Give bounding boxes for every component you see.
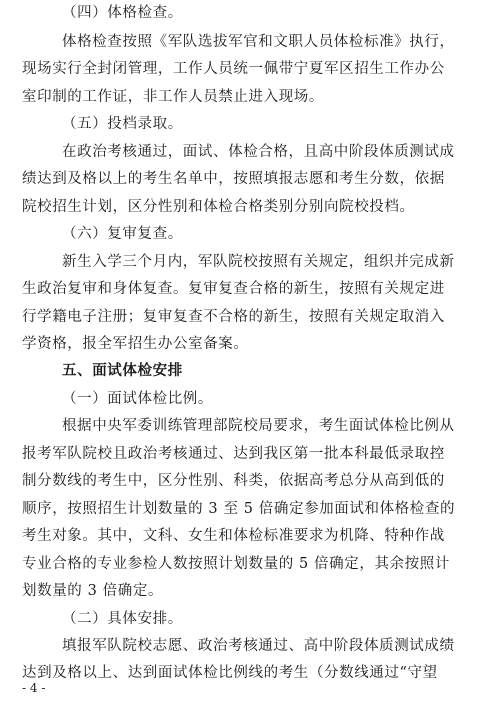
body-text-line: 新生入学三个月内，军队院校按照有关规定，组织并完成新 [62,254,455,270]
subheading-arrangement: （二）具体安排。 [62,611,183,627]
body-text-line: 专业合格的专业参检人数按照计划数量的 5 倍确定，其余按照计 [22,556,450,572]
body-text-line: 生政治复审和身体复查。复审复查合格的新生，按照有关规定进 [22,281,445,297]
body-text-line: 体格检查按照《军队选拔军官和文职人员体检标准》执行， [62,34,455,50]
body-text-line: 室印制的工作证，非工作人员禁止进入现场。 [22,89,324,105]
body-text-line: 行学籍电子注册；复审复查不合格的新生，按照有关规定取消入 [22,309,445,325]
body-text-line: 达到及格以上、达到面试体检比例线的考生（分数线通过“守望 [22,665,438,681]
body-text-line: 现场实行全封闭管理，工作人员统一佩带宁夏军区招生工作办公 [22,61,445,77]
subheading-review: （六）复审复查。 [62,226,183,242]
subheading-admission: （五）投档录取。 [62,116,183,132]
body-text-line: 顺序，按照招生计划数量的 3 至 5 倍确定参加面试和体格检查的 [22,501,456,517]
body-text-line: 院校招生计划，区分性别和体检合格类别分别向院校投档。 [22,199,415,215]
body-text-line: 绩达到及格以上的考生名单中，按照填报志愿和考生分数，依据 [22,171,445,187]
page-number: - 4 - [22,681,46,695]
section-heading: 五、面试体检安排 [62,363,183,379]
body-text-line: 制分数线的考生中，区分性别、科类，依据高考总分从高到低的 [22,473,445,489]
body-text-line: 学资格，报全军招生办公室备案。 [22,336,249,352]
body-text-line: 考生对象。其中，文科、女生和体检标准要求为机降、特种作战 [22,528,445,544]
subheading-physical-exam: （四）体格检查。 [62,5,183,21]
body-text-line: 划数量的 3 倍确定。 [22,583,164,599]
body-text-line: 在政治考核通过，面试、体检合格，且高中阶段体质测试成 [62,144,455,160]
subheading-ratio: （一）面试体检比例。 [62,391,213,407]
body-text-line: 填报军队院校志愿、政治考核通过、高中阶段体质测试成绩 [62,638,455,654]
body-text-line: 根据中央军委训练管理部院校局要求，考生面试体检比例从 [62,418,455,434]
body-text-line: 报考军队院校且政治考核通过、达到我区第一批本科最低录取控 [22,446,445,462]
